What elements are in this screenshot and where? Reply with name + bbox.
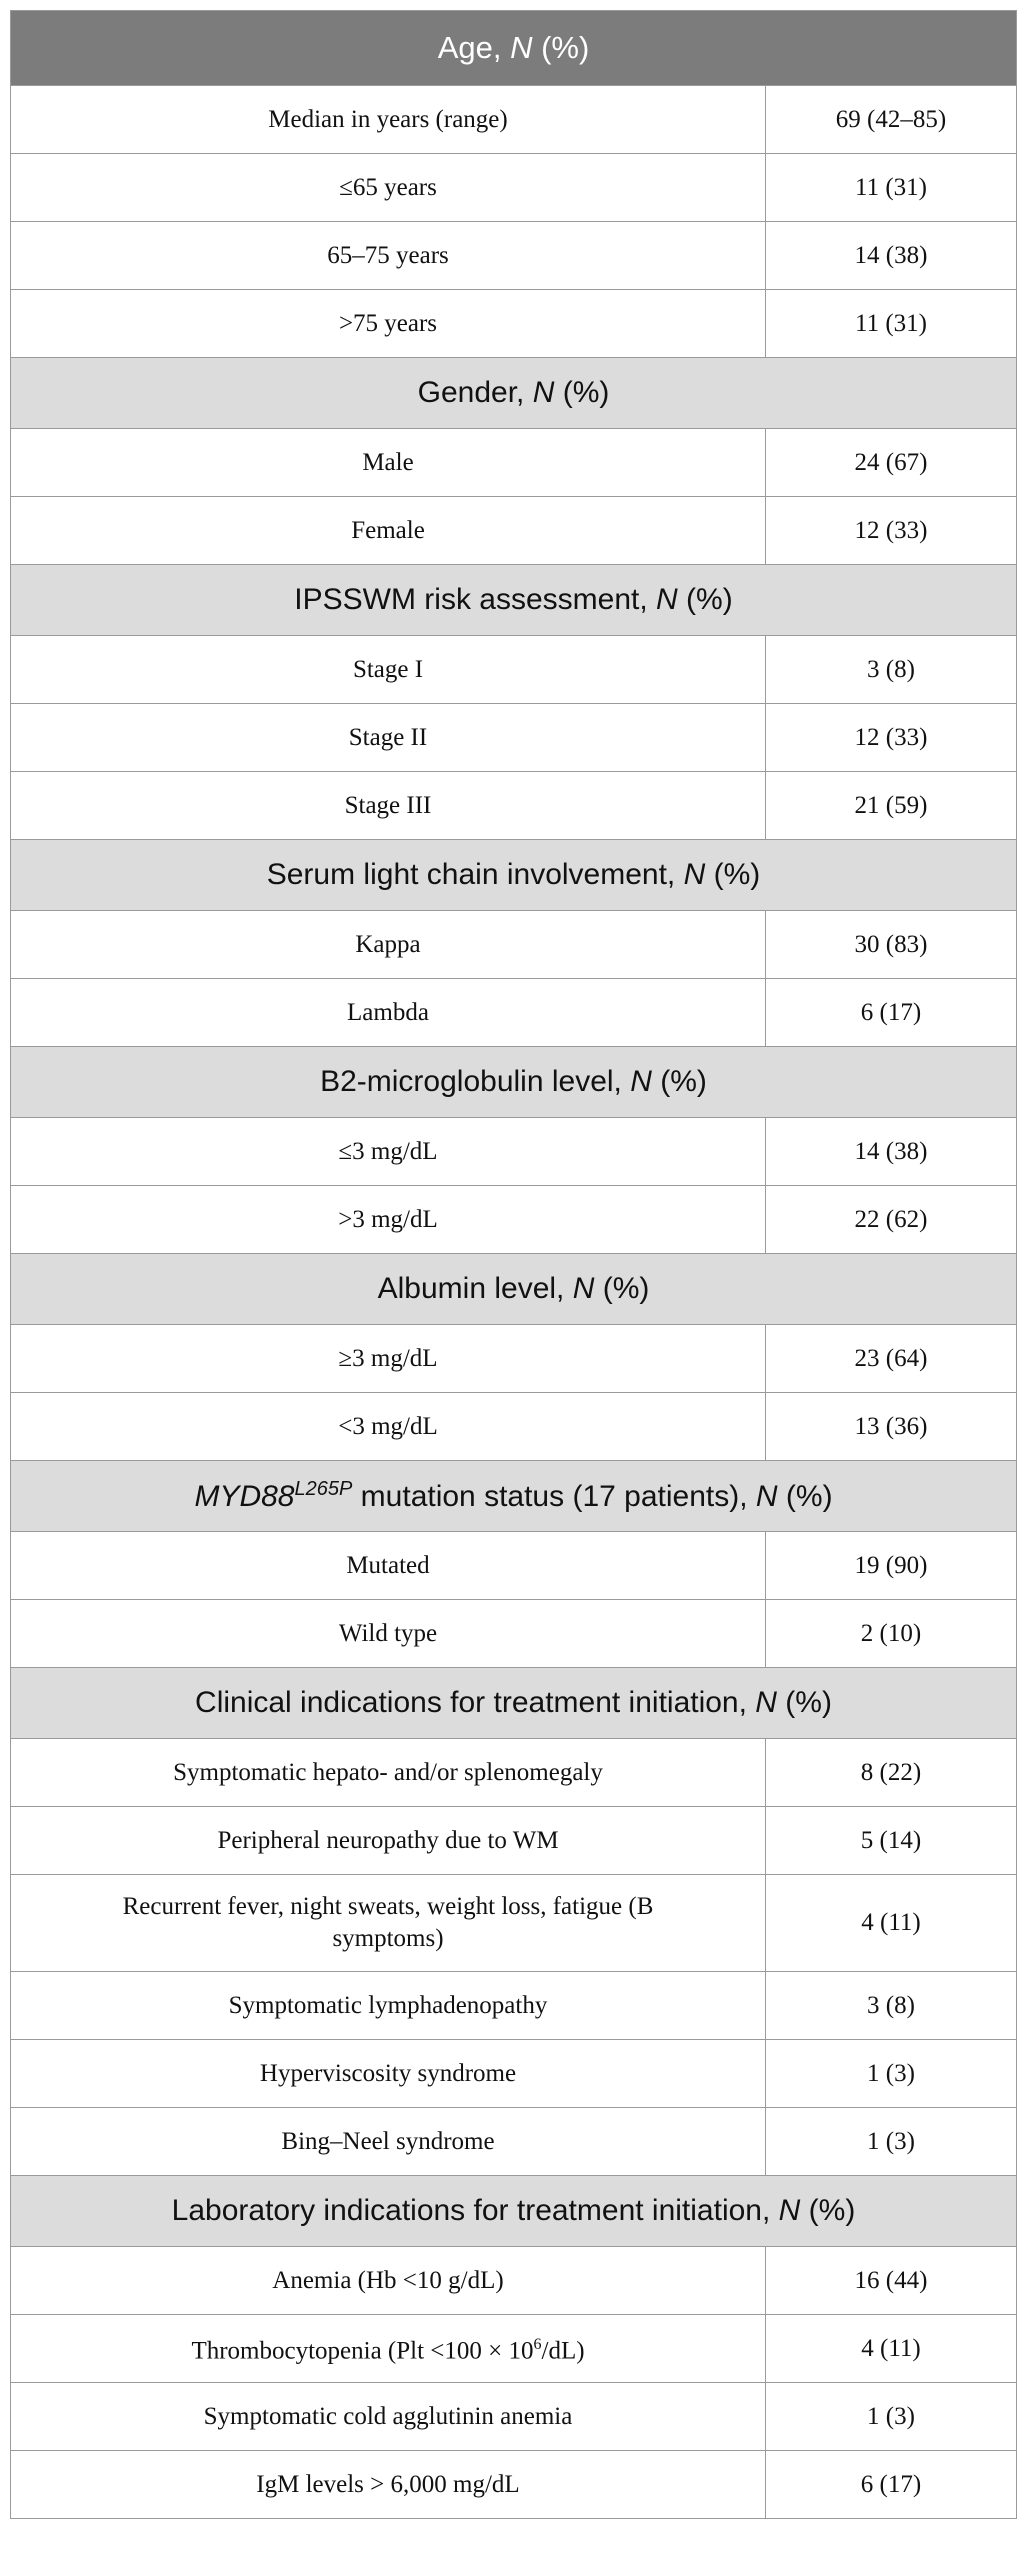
- section-header: [11, 358, 1017, 429]
- section-title-suffix: (%): [705, 858, 761, 891]
- row-value: 13 (36): [766, 1393, 1017, 1461]
- table-row: [11, 1393, 1017, 1461]
- table-row: [11, 2383, 1017, 2451]
- section-title-n: N: [510, 30, 533, 65]
- row-label-main: ≤3 mg/dL: [338, 1137, 438, 1165]
- section-title-suffix: (%): [777, 1480, 833, 1513]
- row-label-main: 65–75 years: [327, 241, 449, 269]
- section-title: [11, 1461, 1017, 1532]
- row-value: 1 (3): [766, 2108, 1017, 2176]
- section-title-n: N: [683, 858, 706, 891]
- row-label-main: Lambda: [347, 998, 429, 1026]
- table-row: [11, 2108, 1017, 2176]
- row-label-text: [268, 104, 507, 136]
- table-row: [11, 636, 1017, 704]
- row-value: 6 (17): [766, 979, 1017, 1047]
- section-title-text: Albumin level,: [377, 1272, 573, 1305]
- section-title-n: N: [755, 1480, 778, 1513]
- row-label-text: [349, 722, 427, 754]
- section-title-n: N: [630, 1065, 652, 1098]
- row-label-main: Stage I: [352, 655, 424, 683]
- row-label: [11, 497, 766, 565]
- section-header: [11, 1668, 1017, 1739]
- row-value: 11 (31): [766, 290, 1017, 358]
- table-row: [11, 1875, 1017, 1972]
- row-value: 14 (38): [766, 222, 1017, 290]
- table-body: [11, 11, 1017, 2519]
- row-label-text: [260, 2058, 516, 2090]
- row-label-text: [347, 997, 429, 1029]
- row-value: 69 (42–85): [766, 86, 1017, 154]
- section-header: [11, 1254, 1017, 1325]
- row-value: 24 (67): [766, 429, 1017, 497]
- table-row: [11, 1325, 1017, 1393]
- row-label-main: IgM levels > 6,000 mg/dL: [256, 2470, 520, 2498]
- row-label: [11, 1186, 766, 1254]
- table-row: [11, 222, 1017, 290]
- row-value: 30 (83): [766, 911, 1017, 979]
- row-label-main: Stage II: [348, 723, 428, 751]
- row-label: [11, 429, 766, 497]
- section-title-text: Age,: [437, 30, 511, 65]
- row-label-text: [173, 1757, 603, 1789]
- section-title-suffix: (%): [532, 30, 590, 65]
- row-label: [11, 86, 766, 154]
- table-row: [11, 979, 1017, 1047]
- row-label: [11, 911, 766, 979]
- row-label: [11, 979, 766, 1047]
- row-value: 1 (3): [766, 2383, 1017, 2451]
- row-label-text: [362, 447, 413, 479]
- row-label: [11, 1532, 766, 1600]
- table-row: [11, 1739, 1017, 1807]
- table-row: [11, 1600, 1017, 1668]
- row-label-main: ≤65 years: [339, 173, 437, 201]
- row-label-text: [338, 1204, 438, 1236]
- row-label-text: [353, 654, 423, 686]
- row-label-main: >3 mg/dL: [338, 1205, 438, 1233]
- row-label-main: Anemia (Hb <10 g/dL): [272, 2266, 504, 2294]
- row-value: 2 (10): [766, 1600, 1017, 1668]
- table-row: [11, 497, 1017, 565]
- row-label: [11, 636, 766, 704]
- row-label-text: [339, 308, 437, 340]
- section-title-text: Serum light chain involvement,: [266, 858, 684, 891]
- section-title: [11, 1668, 1017, 1739]
- section-title-suffix: (%): [594, 1272, 650, 1305]
- row-label-text: [345, 790, 432, 822]
- row-label-text: [338, 1411, 438, 1443]
- section-header: [11, 1047, 1017, 1118]
- row-value: 8 (22): [766, 1739, 1017, 1807]
- row-value: 4 (11): [766, 2315, 1017, 2383]
- section-title-suffix: (%): [800, 2194, 856, 2227]
- row-label: [11, 2108, 766, 2176]
- row-label: [11, 2315, 766, 2383]
- section-title-suffix: (%): [651, 1065, 707, 1098]
- row-label-text: [338, 1136, 437, 1168]
- row-value: 22 (62): [766, 1186, 1017, 1254]
- row-label-text: [346, 1550, 429, 1582]
- section-title-suffix: (%): [554, 376, 610, 409]
- table-row: [11, 2247, 1017, 2315]
- section-title: [11, 565, 1017, 636]
- section-title: [11, 2176, 1017, 2247]
- row-label: [11, 772, 766, 840]
- table-row: [11, 154, 1017, 222]
- row-label-main: >75 years: [338, 309, 438, 337]
- row-label-main: Peripheral neuropathy due to WM: [217, 1826, 559, 1854]
- section-title: [11, 358, 1017, 429]
- section-title-text: Gender,: [417, 376, 533, 409]
- row-label-main: Female: [351, 516, 425, 544]
- row-label: [11, 290, 766, 358]
- section-title-n: N: [572, 1272, 595, 1305]
- row-label-text: [272, 2265, 503, 2297]
- row-value: 12 (33): [766, 497, 1017, 565]
- row-label-text: [204, 2401, 573, 2433]
- table-row: [11, 2315, 1017, 2383]
- table-row: [11, 1972, 1017, 2040]
- row-label-text: [351, 515, 425, 547]
- section-title-text: mutation status (17 patients),: [352, 1480, 756, 1513]
- row-label: [11, 1118, 766, 1186]
- section-title-text: Laboratory indications for treatment initiation,: [171, 2194, 779, 2227]
- row-label-main: Recurrent fever, night sweats, weight loss, fatigue (B symptoms): [122, 1893, 654, 1952]
- row-label-main: Male: [362, 448, 414, 476]
- section-title-suffix: (%): [776, 1686, 832, 1719]
- row-label: [11, 2247, 766, 2315]
- table-row: [11, 1186, 1017, 1254]
- row-label: [11, 2040, 766, 2108]
- table-row: [11, 1532, 1017, 1600]
- row-value: 16 (44): [766, 2247, 1017, 2315]
- row-value: 3 (8): [766, 636, 1017, 704]
- row-label-text: [339, 1618, 437, 1650]
- table-row: [11, 2451, 1017, 2519]
- row-label-main: Bing–Neel syndrome: [281, 2127, 495, 2155]
- row-label-text: [229, 1990, 548, 2022]
- row-label-text: [191, 2329, 584, 2367]
- section-title: [11, 840, 1017, 911]
- row-label-main: ≥3 mg/dL: [338, 1344, 438, 1372]
- gene-name: MYD88: [194, 1480, 295, 1513]
- section-title: [11, 1254, 1017, 1325]
- section-title-suffix: (%): [677, 583, 733, 616]
- row-value: 4 (11): [766, 1875, 1017, 1972]
- row-value: 23 (64): [766, 1325, 1017, 1393]
- row-label-text: [256, 2469, 519, 2501]
- section-title-text: IPSSWM risk assessment,: [294, 583, 657, 616]
- row-label-main: Median in years (range): [268, 105, 508, 133]
- table-row: [11, 704, 1017, 772]
- row-value: 3 (8): [766, 1972, 1017, 2040]
- row-value: 21 (59): [766, 772, 1017, 840]
- gene-variant: L265P: [294, 1478, 353, 1500]
- section-title: [11, 1047, 1017, 1118]
- row-label: [11, 1393, 766, 1461]
- row-label-text: [339, 172, 437, 204]
- table-row: [11, 290, 1017, 358]
- row-value: 6 (17): [766, 2451, 1017, 2519]
- row-value: 5 (14): [766, 1807, 1017, 1875]
- section-title-text: B2-microglobulin level,: [320, 1065, 631, 1098]
- row-label-main: Stage III: [344, 791, 432, 819]
- characteristics-table-container: [10, 10, 1016, 2519]
- row-label: [11, 1325, 766, 1393]
- row-label-main: Thrombocytopenia (Plt <100 × 10: [191, 2337, 534, 2365]
- row-label: [11, 704, 766, 772]
- row-label: [11, 2383, 766, 2451]
- row-label: [11, 1807, 766, 1875]
- row-value: 12 (33): [766, 704, 1017, 772]
- row-value: 11 (31): [766, 154, 1017, 222]
- section-title: [11, 11, 1017, 86]
- table-row: [11, 1807, 1017, 1875]
- section-title-n: N: [532, 376, 555, 409]
- table-row: [11, 1118, 1017, 1186]
- row-label: [11, 1972, 766, 2040]
- row-label: [11, 1739, 766, 1807]
- row-label-text: [88, 1891, 688, 1955]
- row-label-main: Symptomatic cold agglutinin anemia: [203, 2402, 573, 2430]
- row-value: 1 (3): [766, 2040, 1017, 2108]
- table-row: [11, 429, 1017, 497]
- table-row: [11, 772, 1017, 840]
- table-row: [11, 86, 1017, 154]
- row-label-main: Wild type: [338, 1619, 438, 1647]
- row-label: [11, 154, 766, 222]
- section-title-n: N: [778, 2194, 801, 2227]
- row-label-main: Hyperviscosity syndrome: [259, 2059, 517, 2087]
- row-label: [11, 222, 766, 290]
- characteristics-table: [10, 10, 1017, 2519]
- section-title-text: Clinical indications for treatment initiation,: [195, 1686, 756, 1719]
- row-label-sup: 6: [533, 2336, 542, 2354]
- row-label-main: Kappa: [355, 930, 421, 958]
- table-row: [11, 911, 1017, 979]
- row-label-main: Mutated: [346, 1551, 430, 1579]
- row-label-main: Symptomatic lymphadenopathy: [228, 1991, 548, 2019]
- section-header: [11, 565, 1017, 636]
- row-label: [11, 1875, 766, 1972]
- table-row: [11, 2040, 1017, 2108]
- row-label: [11, 2451, 766, 2519]
- row-label-text: [338, 1343, 437, 1375]
- row-label-after: /dL): [541, 2337, 585, 2365]
- section-title-n: N: [755, 1686, 777, 1719]
- row-label-main: Symptomatic hepato- and/or splenomegaly: [173, 1758, 603, 1786]
- row-value: 19 (90): [766, 1532, 1017, 1600]
- row-value: 14 (38): [766, 1118, 1017, 1186]
- row-label-text: [355, 929, 420, 961]
- section-header: [11, 2176, 1017, 2247]
- row-label-text: [217, 1825, 558, 1857]
- row-label: [11, 1600, 766, 1668]
- section-header: [11, 840, 1017, 911]
- row-label-text: [327, 240, 449, 272]
- row-label-main: <3 mg/dL: [338, 1412, 438, 1440]
- section-header: [11, 1461, 1017, 1532]
- row-label-text: [281, 2126, 494, 2158]
- section-title-n: N: [656, 583, 678, 616]
- section-header: [11, 11, 1017, 86]
